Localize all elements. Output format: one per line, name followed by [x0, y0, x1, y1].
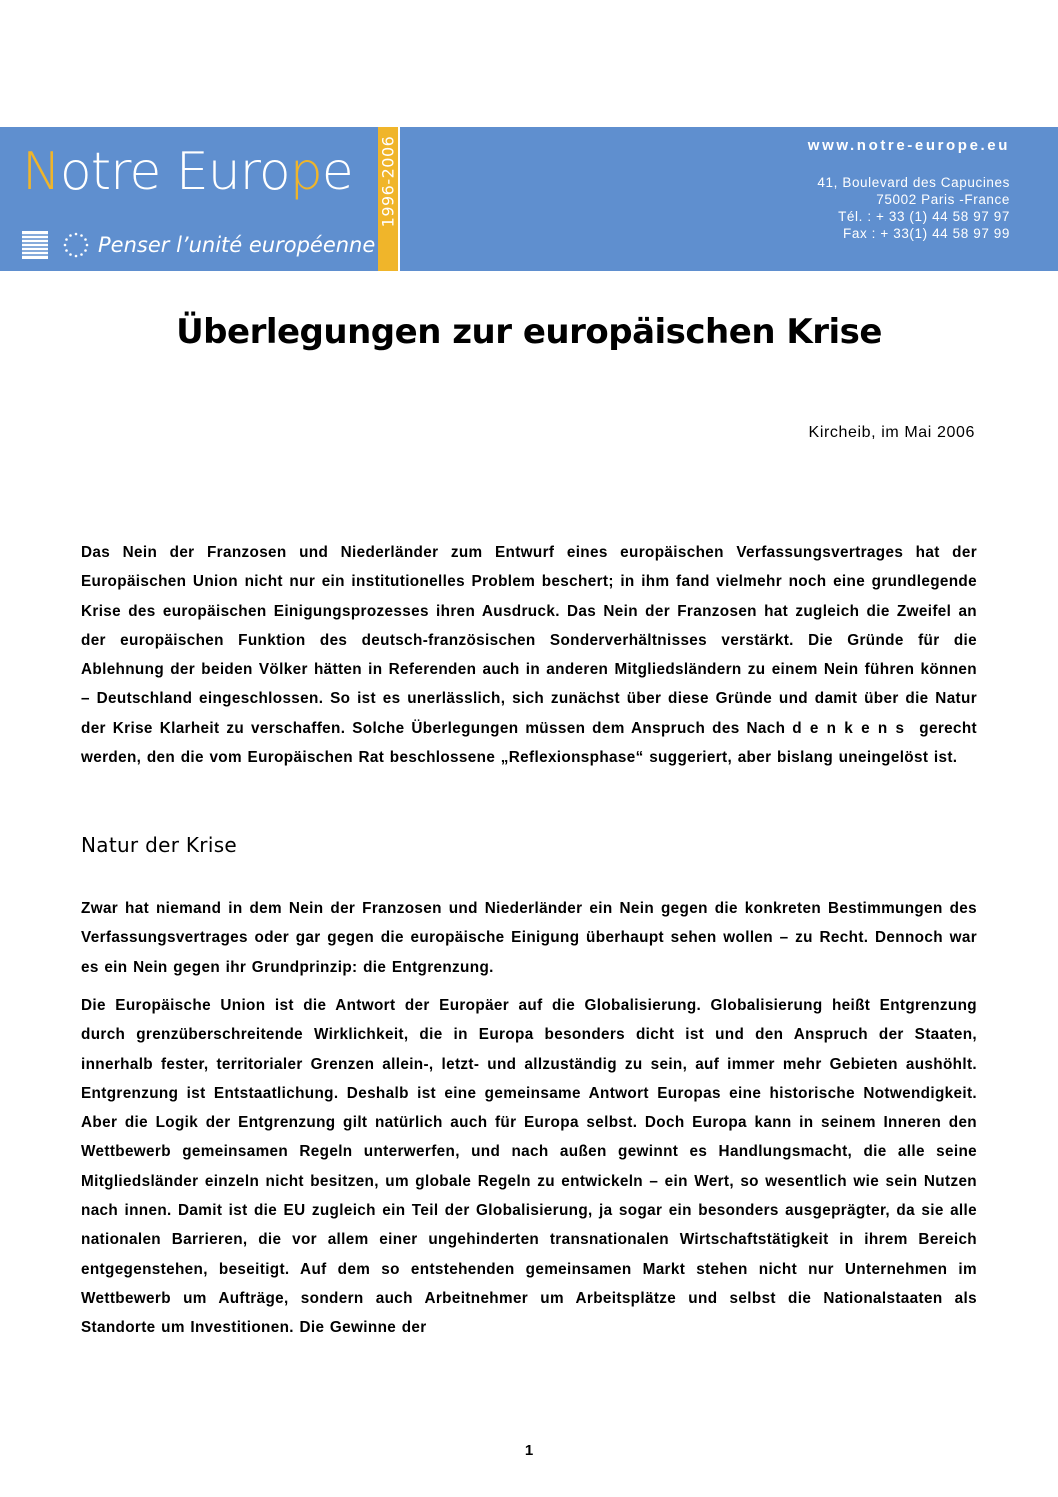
logo-wordmark	[22, 142, 353, 202]
address-street: 41, Boulevard des Capucines	[817, 175, 1010, 190]
phone-number: Tél. : + 33 (1) 44 58 97 97	[838, 209, 1010, 224]
website-link[interactable]: www.notre-europe.eu	[807, 137, 1010, 154]
eu-stars-icon	[62, 231, 90, 259]
logo-accent-letter: p	[289, 142, 322, 202]
stripe-separator	[398, 127, 400, 271]
logo-end: e	[321, 142, 353, 202]
document-title: Überlegungen zur europäischen Krise	[176, 312, 882, 352]
postal-address	[808, 174, 1010, 242]
anniversary-years: 1996-2006	[378, 135, 398, 227]
paragraph-3-container	[81, 991, 977, 1343]
document-lines-icon	[22, 231, 48, 259]
intro-paragraph: Das Nein der Franzosen und Niederländer zum Entwurf eines europäischen Verfassungsvertrages hat der Europäischen Union nicht nur ein institutionelles Problem beschert; in ihm fand vielmehr noch eine grundlegende Krise des europäischen Einigungsprozesses ihren Ausdruck. Das Nein der Franzosen hat zugleich die Zweifel an der europäischen Funktion des deutsch-französischen Sonderverhältnisses verstärkt. Die Gründe für die Ablehnung der beiden Völker hätten in Referenden auch in anderen Mitgliedsländern zu einem Nein führen können – Deutschland eingeschlossen. So ist es unerlässlich, sich zunächst über diese Gründe und damit über die Natur der Krise Klarheit zu verschaffen. Solche Überlegungen müssen dem Anspruch des Nach denkens gerecht werden, den die vom Europäischen Rat beschlossene „Reflexionsphase“ suggeriert, aber bislang uneingelöst ist.	[81, 544, 977, 767]
logo-first-letter: N	[22, 142, 60, 202]
address-city: 75002 Paris -France	[876, 192, 1010, 207]
dateline: Kircheib, im Mai 2006	[808, 424, 975, 441]
logo-tagline-row	[22, 228, 375, 262]
body-paragraph: Die Europäische Union ist die Antwort der Europäer auf die Globalisierung. Globalisierung heißt Entgrenzung durch grenzüberschreitende Wirklichkeit, die in Europa besonders dicht ist und den Anspruch der Staaten, innerhalb fester, territorialer Grenzen allein-, letzt- und allzuständig zu sein, auf immer mehr Gebieten aushöhlt. Entgrenzung ist Entstaatlichung. Deshalb ist eine gemeinsame Antwort Europas eine historische Notwendigkeit. Aber die Logik der Entgrenzung gilt natürlich auch für Europa selbst. Doch Europa kann in seinem Inneren den Wettbewerb gemeinsamen Regeln unterwerfen, und nach außen gewinnt es Handlungsmacht, die alle seine Mitgliedsländer einzeln nicht besitzen, um globale Regeln zu entwickeln – ein Wert, so wesentlich wie sein Nutzen nach innen. Damit ist die EU zugleich ein Teil der Globalisierung, ja sogar ein besonders ausgeprägter, da sie alle nationalen Barrieren, die vor allem einer ungehinderten transnationalen Wirtschaftstätigkeit in ihrem Bereich entgegenstehen, beseitigt. Auf dem so entstehenden gemeinsamen Markt stehen nicht nur Unternehmen im Wettbewerb um Aufträge, sondern auch Arbeitnehmer um Arbeitsplätze und selbst die Nationalstaaten als Standorte um Investitionen. Die Gewinne der	[81, 997, 977, 1337]
logo-tagline: Penser l’unité européenne	[98, 233, 376, 257]
logo-middle: otre Euro	[59, 142, 290, 202]
body-paragraph: Zwar hat niemand in dem Nein der Franzosen und Niederländer ein Nein gegen die konkreten Bestimmungen des Verfassungsvertrages oder gar gegen die europäische Einigung überhaupt sehen wollen – zu Recht. Dennoch war es ein Nein gegen ihr Grundprinzip: die Entgrenzung.	[81, 900, 977, 976]
page-number: 1	[524, 1442, 534, 1459]
fax-number: Fax : + 33(1) 44 58 97 99	[843, 226, 1010, 241]
spaced-emphasis: denkens	[792, 719, 913, 737]
contact-block	[808, 136, 1010, 242]
intro-paragraph-container	[81, 538, 977, 772]
section-heading: Natur der Krise	[81, 833, 238, 857]
paragraph-2-container	[81, 894, 977, 982]
